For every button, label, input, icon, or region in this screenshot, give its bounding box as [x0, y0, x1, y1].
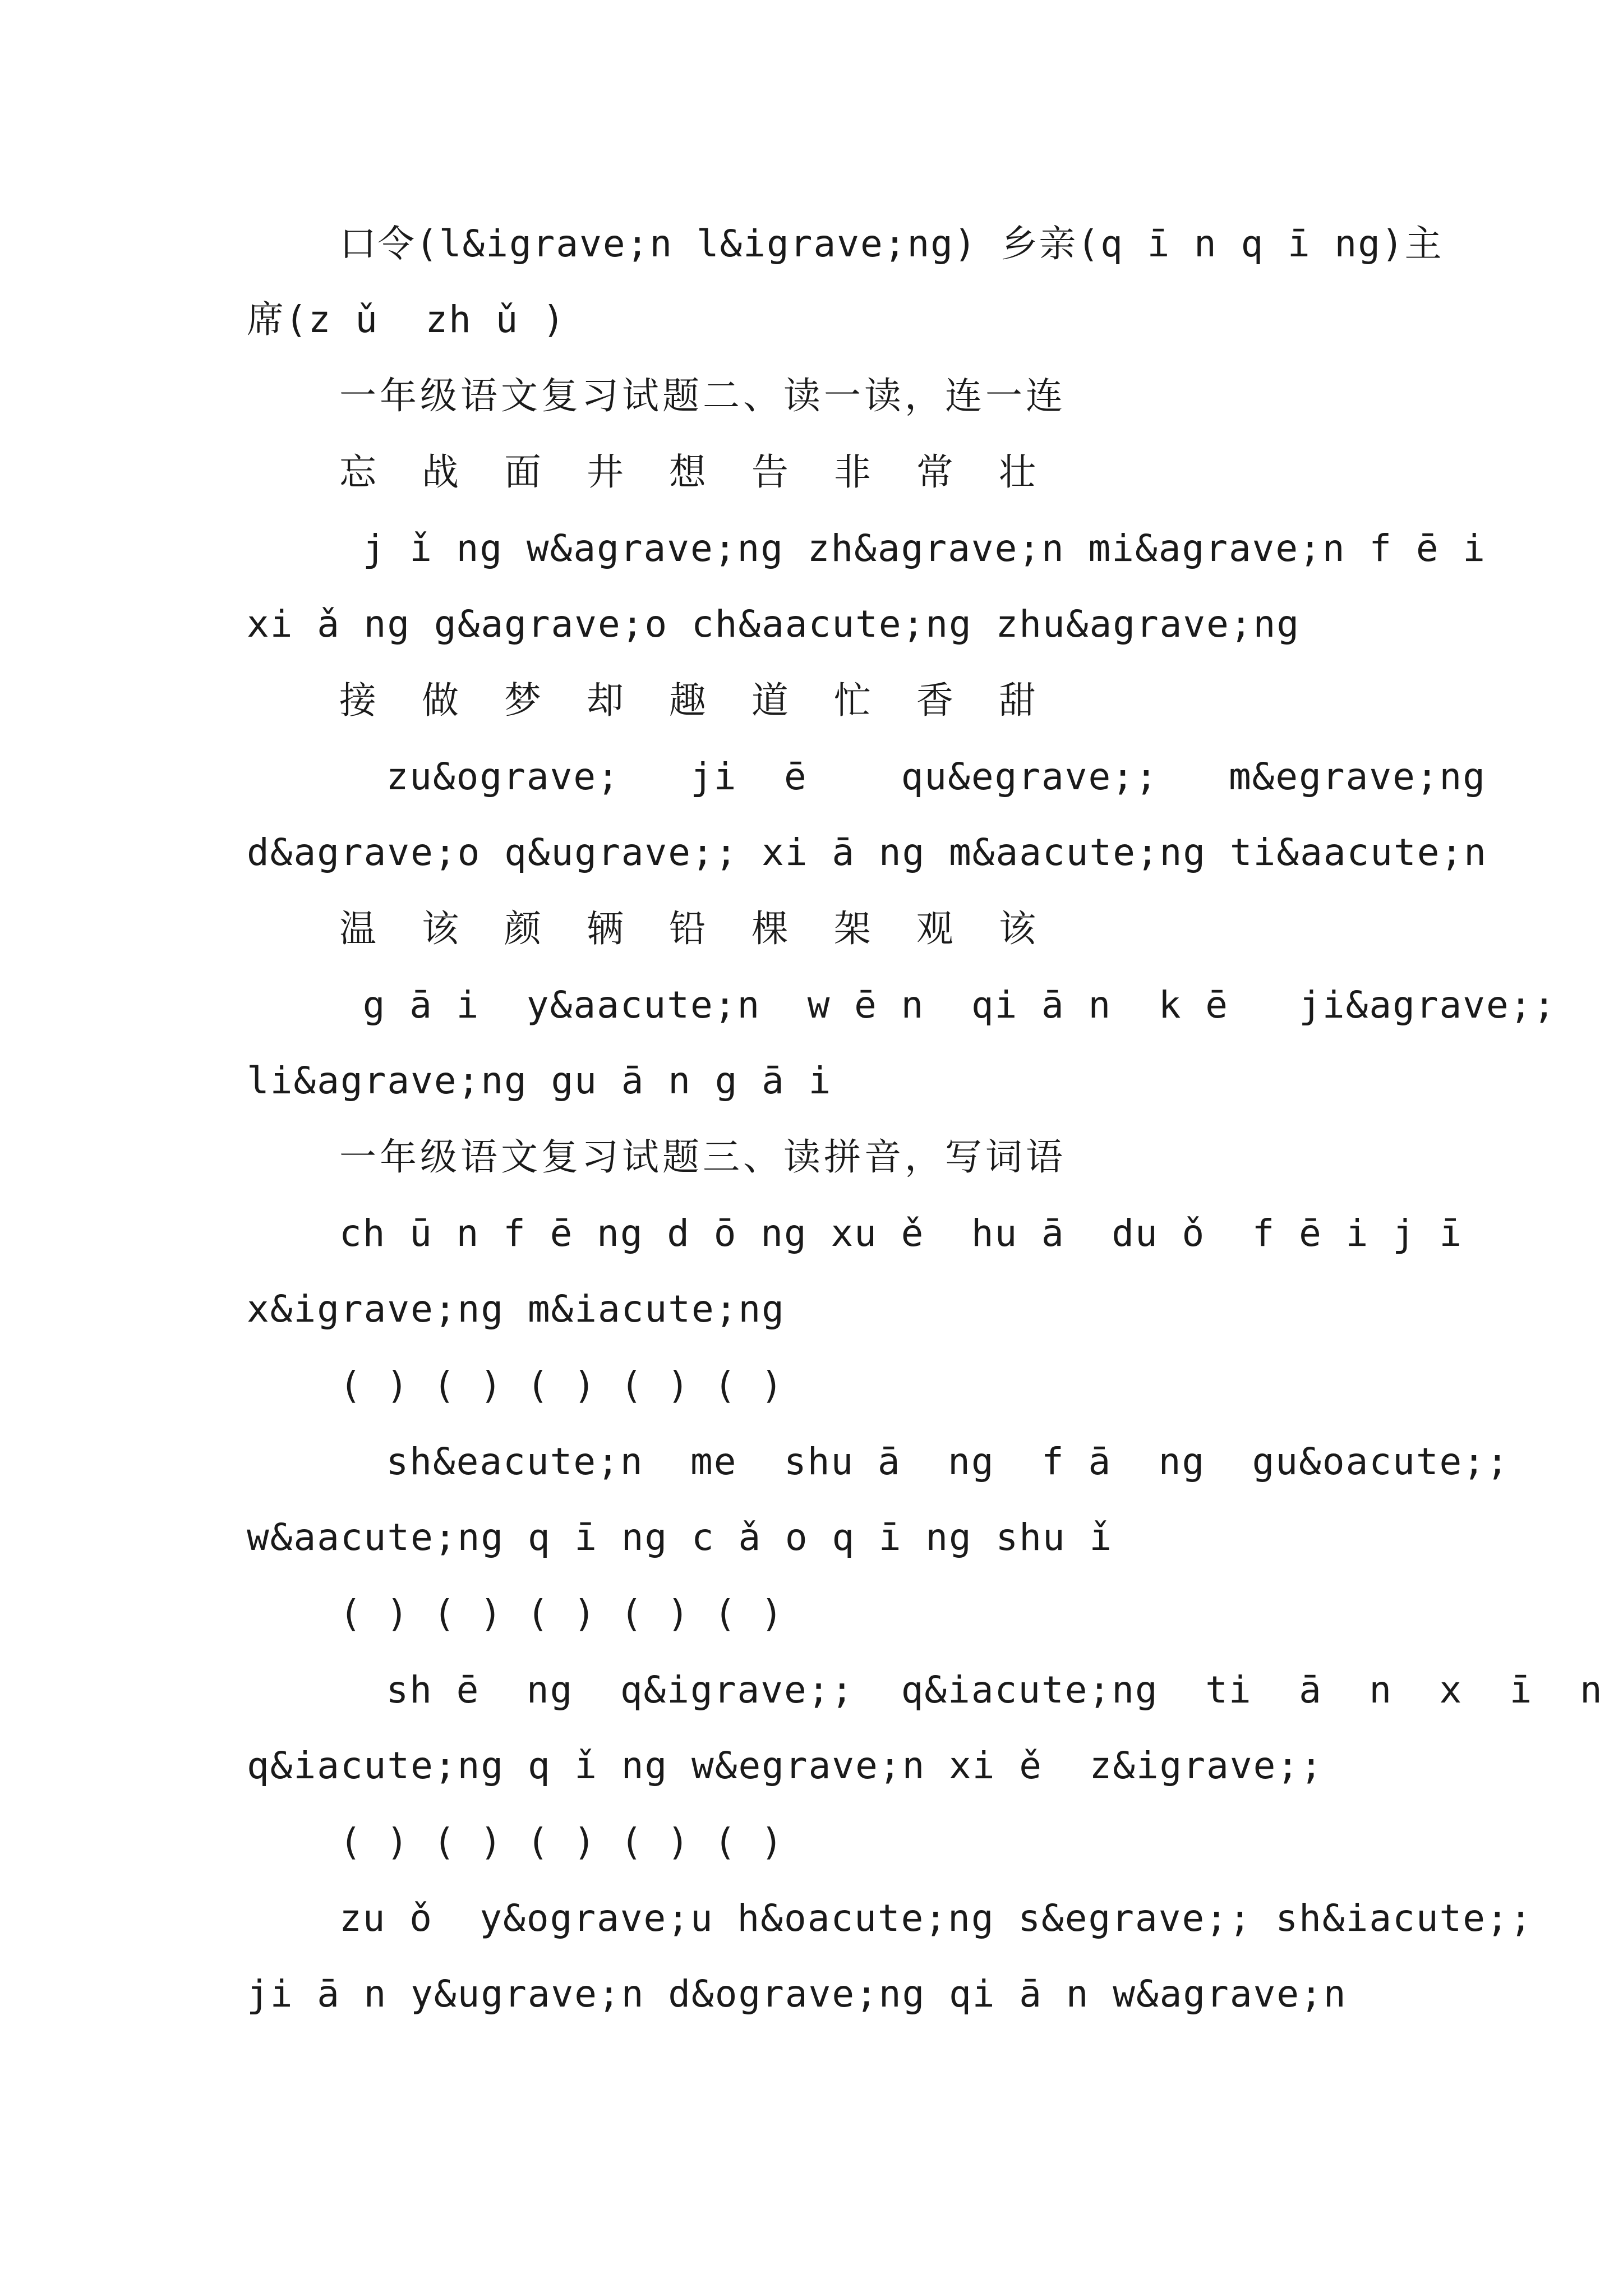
hanzi-row-2: 接 做 梦 却 趣 道 忙 香 甜 [339, 679, 1053, 722]
pinyin-line-10: w&aacute;ng q ī ng c ǎ o q ī ng shu ǐ [247, 1516, 1113, 1559]
blank-row-3: ( ) ( ) ( ) ( ) ( ) [339, 1820, 784, 1864]
pinyin-line-9: sh&eacute;n me shu ā ng f ā ng gu&oacute;; [339, 1440, 1510, 1483]
pinyin-line-14: ji ā n y&ugrave;n d&ograve;ng qi ā n w&agrave;n [247, 1972, 1347, 2016]
pinyin-line-5: g ā i y&aacute;n w ē n qi ā n k ē ji&agrave;; [339, 983, 1557, 1027]
hanzi-row-1: 忘 战 面 井 想 告 非 常 壮 [339, 450, 1053, 494]
hanzi-row-3: 温 该 颜 辆 铅 棵 架 观 该 [339, 907, 1053, 950]
pinyin-line-4: d&agrave;o q&ugrave;; xi ā ng m&aacute;ng ti&aacute;n [247, 831, 1487, 874]
blank-row-1: ( ) ( ) ( ) ( ) ( ) [339, 1364, 784, 1407]
pinyin-line-12: q&iacute;ng q ǐ ng w&egrave;n xi ě z&igrave;; [247, 1744, 1324, 1787]
text-line-1: 口令(l&igrave;n l&igrave;ng) 乡亲(q ī n q ī ng)主 [339, 222, 1443, 265]
pinyin-line-2: xi ǎ ng g&agrave;o ch&aacute;ng zhu&agrave;ng [247, 602, 1301, 646]
pinyin-line-7: ch ū n f ē ng d ō ng xu ě hu ā du ǒ f ē i j ī [339, 1212, 1463, 1255]
section-heading-2: 一年级语文复习试题二、读一读，连一连 [339, 374, 1066, 417]
pinyin-line-1: j ǐ ng w&agrave;ng zh&agrave;n mi&agrave;n f ē i [339, 527, 1487, 570]
blank-row-2: ( ) ( ) ( ) ( ) ( ) [339, 1592, 784, 1635]
section-heading-3: 一年级语文复习试题三、读拼音，写词语 [339, 1135, 1066, 1179]
pinyin-line-13: zu ǒ y&ograve;u h&oacute;ng s&egrave;; sh&iacute;; [339, 1897, 1533, 1940]
pinyin-line-8: x&igrave;ng m&iacute;ng [247, 1287, 785, 1331]
text-line-2: 席(z ǔ zh ǔ ) [247, 298, 566, 341]
pinyin-line-11: sh ē ng q&igrave;; q&iacute;ng ti ā n x ī n [339, 1668, 1603, 1711]
pinyin-line-6: li&agrave;ng gu ā n g ā i [247, 1059, 832, 1102]
pinyin-line-3: zu&ograve; ji ē qu&egrave;; m&egrave;ng [339, 755, 1487, 798]
